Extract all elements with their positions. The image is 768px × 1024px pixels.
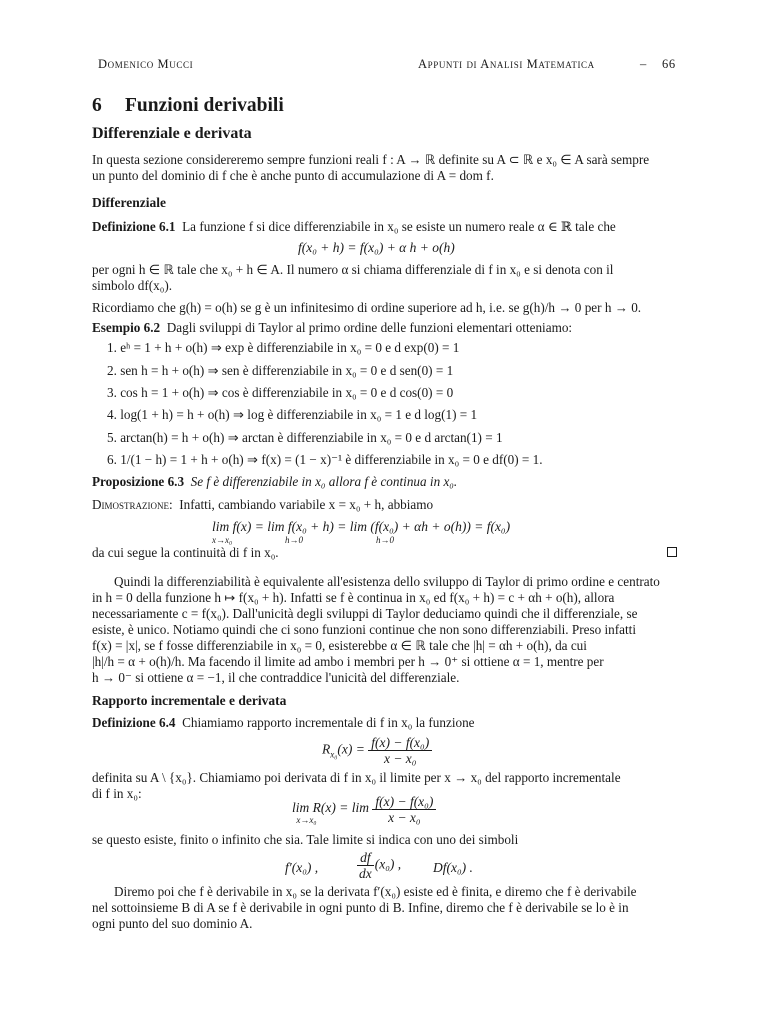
section-number: 6 [92, 95, 102, 116]
leibniz-tail: (x₀) , [374, 856, 402, 872]
fraction-numerator: df [357, 850, 374, 866]
section-title: Funzioni derivabili [125, 95, 284, 116]
intro-paragraph [92, 152, 680, 184]
definition-6-1-equation: f(x₀ + h) = f(x₀) + α h + o(h) [298, 240, 455, 255]
example-item: 6. 1/(1 − h) = 1 + h + o(h) ⇒ f(x) = (1 − x)⁻¹ è differenziabile in x₀ = 0 e df(0) = 1. [107, 452, 543, 467]
definition-line: per ogni h ∈ ℝ tale che x₀ + h ∈ A. Il numero α si chiama differenziale di f in x₀ e si denota con il [92, 262, 614, 277]
fraction-denominator: dx [359, 866, 372, 881]
header-dash: – [640, 57, 647, 71]
derivative-symbol-leibniz [356, 850, 401, 881]
fraction-denominator: x − x₀ [383, 751, 417, 766]
header-page-number: 66 [662, 57, 676, 71]
fraction [368, 735, 432, 766]
proposition-6-3 [92, 474, 457, 490]
header-title: Appunti di Analisi Matematica [418, 57, 595, 71]
example-item: 3. cos h = 1 + o(h) ⇒ cos è differenziabile in x₀ = 0 e d cos(0) = 0 [107, 385, 454, 400]
definition-text: La funzione f si dice differenziabile in x₀ se esiste un numero reale α ∈ ℝ tale che [182, 219, 616, 234]
definition-label: Definizione 6.1 [92, 219, 176, 234]
recall-sentence: Ricordiamo che g(h) = o(h) se g è un infinitesimo di ordine superiore ad h, i.e. se g(h)/h → 0 per h → 0. [92, 300, 642, 315]
closing-line: Diremo poi che f è derivabile in x₀ se la derivata f′(x₀) esiste ed è finita, e diremo che f è derivabile [114, 884, 637, 899]
proof-limit-subscript: h→0 [285, 535, 303, 545]
definition-6-1 [92, 219, 616, 235]
intro-line: In questa sezione considereremo sempre funzioni reali f : A → ℝ definite su A ⊂ ℝ e x₀ ∈ A sarà sempre [92, 152, 650, 167]
example-item: 5. arctan(h) = h + o(h) ⇒ arctan è differenziabile in x₀ = 0 e d arctan(1) = 1 [107, 430, 503, 445]
definition-6-4 [92, 715, 475, 731]
derivative-symbol-D: Df(x₀) . [433, 860, 473, 875]
eq-subscript: x₀ [330, 749, 338, 760]
limit-subscript: x→x₀ [296, 815, 317, 825]
limit-mid: (x) = lim [320, 800, 369, 815]
paragraph-heading-rapporto: Rapporto incrementale e derivata [92, 693, 287, 708]
fraction-numerator: f(x) − f(x₀) [372, 794, 436, 810]
definition-label: Definizione 6.4 [92, 715, 176, 730]
definition-6-4-note: se questo esiste, finito o infinito che sia. Tale limite si indica con uno dei simboli [92, 832, 519, 847]
definition-text: Chiamiamo rapporto incrementale di f in x₀ la funzione [182, 715, 475, 730]
discussion-line: h → 0⁻ si ottiene α = −1, il che contraddice l'unicità del differenziale. [92, 670, 460, 685]
closing-line: nel sottoinsieme B di A se f è derivabile in ogni punto di B. Infine, diremo che f è derivabile se lo è in [92, 900, 629, 915]
proof-label: Dimostrazione: [92, 497, 173, 512]
derivative-symbol-fprime: f′(x₀) , [285, 860, 319, 875]
derivative-limit-equation [292, 794, 436, 825]
definition-line: definita su A \ {x₀}. Chiamiamo poi derivata di f in x₀ il limite per x → x₀ del rapporto incrementale [92, 770, 621, 785]
fraction-denominator: x − x₀ [388, 810, 421, 825]
proposition-text: Se f è differenziabile in x₀ allora f è continua in x₀. [190, 474, 458, 489]
example-label: Esempio 6.2 [92, 320, 161, 335]
proof-conclusion: da cui segue la continuità di f in x₀. [92, 545, 279, 560]
fraction [356, 850, 375, 881]
incremental-ratio-equation [322, 735, 432, 766]
discussion-line: |h|/h = α + o(h)/h. Ma facendo il limite ad ambo i membri per h → 0⁺ si ottiene α = 1, mentre per [92, 654, 604, 669]
example-6-2 [92, 320, 572, 336]
example-item: 2. sen h = h + o(h) ⇒ sen è differenziabile in x₀ = 0 e d sen(0) = 1 [107, 363, 454, 378]
eq-lhs: R [322, 741, 331, 757]
definition-6-1-continuation [92, 262, 680, 294]
discussion-line: necessariamente c = f(x₀). Dall'unicità degli sviluppi di Taylor deduciamo quindi che il differenziale, se [92, 606, 638, 621]
qed-square-icon [667, 547, 677, 557]
example-text: Dagli sviluppi di Taylor al primo ordine delle funzioni elementari otteniamo: [166, 320, 573, 335]
discussion-line: esiste, è unico. Notiamo quindi che ci sono funzioni continue che non sono differenziabili. Preso infatti [92, 622, 636, 637]
limit-lhs: lim R [292, 800, 321, 815]
proof-equation: lim f(x) = lim f(x₀ + h) = lim (f(x₀) + αh + o(h)) = f(x₀) [212, 519, 511, 534]
subsection-title: Differenziale e derivata [92, 125, 252, 142]
fraction [372, 794, 436, 825]
proposition-label: Proposizione 6.3 [92, 474, 185, 489]
discussion-line: f(x) = |x|, se f fosse differenziabile in x₀ = 0, esisterebbe α ∈ ℝ tale che |h| = αh + o(h), da cui [92, 638, 587, 653]
proof [92, 497, 433, 513]
proof-limit-subscript: h→0 [376, 535, 394, 545]
discussion-line: in h = 0 della funzione h ↦ f(x₀ + h). Infatti se f è continua in x₀ ed f(x₀ + h) = c + αh + o(h), allora [92, 590, 615, 605]
paragraph-heading-differenziale: Differenziale [92, 195, 166, 210]
discussion-paragraph [92, 574, 680, 686]
discussion-line: Quindi la differenziabilità è equivalente all'esistenza dello sviluppo di Taylor di primo ordine e centrato [114, 574, 660, 589]
proof-text: Infatti, cambiando variabile x = x₀ + h, abbiamo [179, 497, 434, 512]
header-author: Domenico Mucci [98, 57, 194, 71]
fraction-numerator: f(x) − f(x₀) [368, 735, 432, 751]
intro-line: un punto del dominio di f che è anche punto di accumulazione di A = dom f. [92, 168, 494, 183]
proof-limit-subscript: x→x₀ [212, 535, 233, 545]
eq-arg: (x) = [337, 741, 365, 757]
limit-operator [292, 800, 321, 825]
closing-paragraph [92, 884, 680, 932]
definition-line: simbolo df(x₀). [92, 278, 173, 293]
closing-line: ogni punto del suo dominio A. [92, 916, 253, 931]
example-item: 1. eʰ = 1 + h + o(h) ⇒ exp è differenziabile in x₀ = 0 e d exp(0) = 1 [107, 340, 460, 355]
definition-line: di f in x₀: [92, 786, 142, 801]
example-item: 4. log(1 + h) = h + o(h) ⇒ log è differenziabile in x₀ = 1 e d log(1) = 1 [107, 407, 478, 422]
